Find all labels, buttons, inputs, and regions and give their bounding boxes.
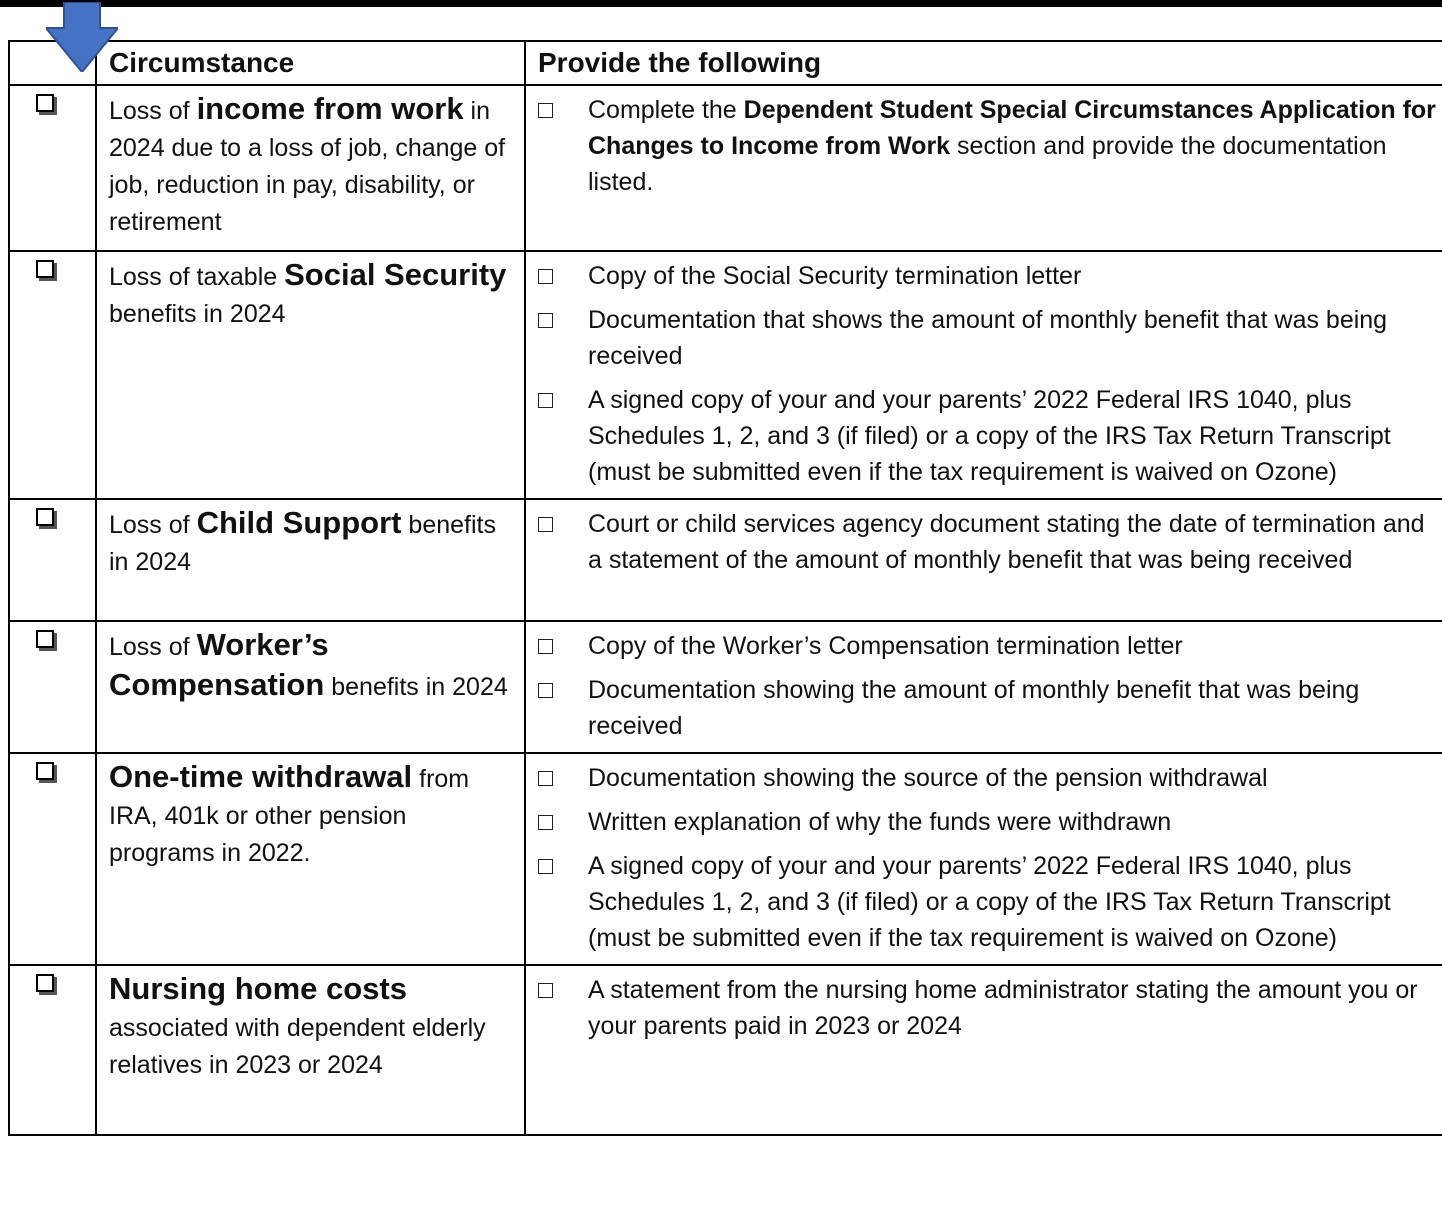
circumstance-keyword: income from work <box>196 91 464 126</box>
item-checkbox[interactable] <box>538 517 553 532</box>
item-checkbox[interactable] <box>538 683 553 698</box>
circumstance-keyword: Child Support <box>196 505 402 540</box>
table-row <box>9 621 1442 753</box>
provide-cell <box>525 85 1442 251</box>
top-rule <box>0 0 1442 7</box>
list-item <box>526 760 1438 796</box>
item-checkbox[interactable] <box>538 103 553 118</box>
item-checkbox[interactable] <box>538 269 553 284</box>
circumstance-cell <box>96 753 525 965</box>
row-checkbox[interactable] <box>36 508 54 526</box>
row-checkbox[interactable] <box>36 94 54 112</box>
circumstance-cell <box>96 499 525 621</box>
provide-cell <box>525 621 1442 753</box>
row-checkbox-cell <box>9 251 96 499</box>
item-checkbox[interactable] <box>538 393 553 408</box>
provide-cell <box>525 753 1442 965</box>
circumstance-keyword: Social Security <box>284 257 507 292</box>
row-checkbox-cell <box>9 965 96 1135</box>
table-row <box>9 753 1442 965</box>
row-checkbox[interactable] <box>36 630 54 648</box>
item-text: Complete the <box>588 96 744 124</box>
table-row <box>9 965 1442 1135</box>
circumstance-text: Loss of <box>109 633 197 661</box>
list-item <box>526 628 1438 664</box>
item-checkbox[interactable] <box>538 983 553 998</box>
circumstance-text: associated with dependent elderly relatives in 2023 or 2024 <box>109 1014 486 1079</box>
item-text: Documentation showing the amount of monthly benefit that was being received <box>588 676 1360 740</box>
header-row <box>9 41 1442 85</box>
row-checkbox[interactable] <box>36 974 54 992</box>
list-item <box>526 258 1438 294</box>
item-text: Written explanation of why the funds were withdrawn <box>588 808 1172 836</box>
table-row <box>9 499 1442 621</box>
row-checkbox[interactable] <box>36 260 54 278</box>
item-text: section and provide the documentation listed. <box>588 132 1387 196</box>
circumstance-cell <box>96 621 525 753</box>
item-text: A statement from the nursing home administrator stating the amount you or your parents paid in 2023 or 2024 <box>588 976 1418 1040</box>
item-text: Copy of the Social Security termination letter <box>588 262 1082 290</box>
circumstance-text: benefits in 2024 <box>109 511 496 576</box>
list-item <box>526 506 1438 578</box>
item-checkbox[interactable] <box>538 859 553 874</box>
item-checkbox[interactable] <box>538 771 553 786</box>
item-checkbox[interactable] <box>538 313 553 328</box>
item-text: A signed copy of your and your parents’ 2022 Federal IRS 1040, plus Schedules 1, 2, and 3 (if filed) or a copy of the IRS Tax Return Transcript (must be submitted even if the tax requirement is waived on Ozone) <box>588 852 1391 952</box>
circumstance-cell <box>96 85 525 251</box>
circumstance-keyword: Nursing home costs <box>109 971 407 1006</box>
list-item <box>526 92 1438 200</box>
list-item <box>526 804 1438 840</box>
list-item <box>526 382 1438 490</box>
circumstance-text: benefits in 2024 <box>109 300 286 328</box>
circumstance-cell <box>96 251 525 499</box>
circumstance-keyword: One-time withdrawal <box>109 759 413 794</box>
list-item <box>526 848 1438 956</box>
circumstance-text: Loss of <box>109 97 197 125</box>
row-checkbox[interactable] <box>36 762 54 780</box>
table-row <box>9 85 1442 251</box>
provide-cell <box>525 251 1442 499</box>
row-checkbox-cell <box>9 499 96 621</box>
down-arrow-icon <box>46 2 118 72</box>
circumstance-text: in 2024 due to a loss of job, change of job, reduction in pay, disability, or retirement <box>109 97 506 236</box>
item-text: Copy of the Worker’s Compensation termination letter <box>588 632 1183 660</box>
table-row <box>9 251 1442 499</box>
item-checkbox[interactable] <box>538 639 553 654</box>
item-text: A signed copy of your and your parents’ 2022 Federal IRS 1040, plus Schedules 1, 2, and 3 (if filed) or a copy of the IRS Tax Return Transcript (must be submitted even if the tax requirement is waived on Ozone) <box>588 386 1391 486</box>
header-provide: Provide the following <box>525 41 1442 85</box>
row-checkbox-cell <box>9 753 96 965</box>
row-checkbox-cell <box>9 85 96 251</box>
circumstance-text: Loss of <box>109 511 197 539</box>
list-item <box>526 672 1438 744</box>
circumstance-text: benefits in 2024 <box>324 673 508 701</box>
item-text: Court or child services agency document stating the date of termination and a statement of the amount of monthly benefit that was being received <box>588 510 1425 574</box>
provide-cell <box>525 965 1442 1135</box>
list-item <box>526 302 1438 374</box>
item-checkbox[interactable] <box>538 815 553 830</box>
item-text: Documentation that shows the amount of monthly benefit that was being received <box>588 306 1388 370</box>
item-text: Documentation showing the source of the pension withdrawal <box>588 764 1268 792</box>
circumstance-text: from IRA, 401k or other pension programs in 2022. <box>109 765 470 867</box>
provide-cell <box>525 499 1442 621</box>
circumstance-text: Loss of taxable <box>109 263 285 291</box>
requirements-table <box>8 40 1442 1136</box>
item-bold-text: Dependent Student Special Circumstances Application for Changes to Income from Work <box>588 96 1436 160</box>
row-checkbox-cell <box>9 621 96 753</box>
header-circumstance: Circumstance <box>96 41 525 85</box>
circumstance-cell <box>96 965 525 1135</box>
circumstance-keyword: Worker’s Compensation <box>109 627 329 702</box>
list-item <box>526 972 1438 1044</box>
